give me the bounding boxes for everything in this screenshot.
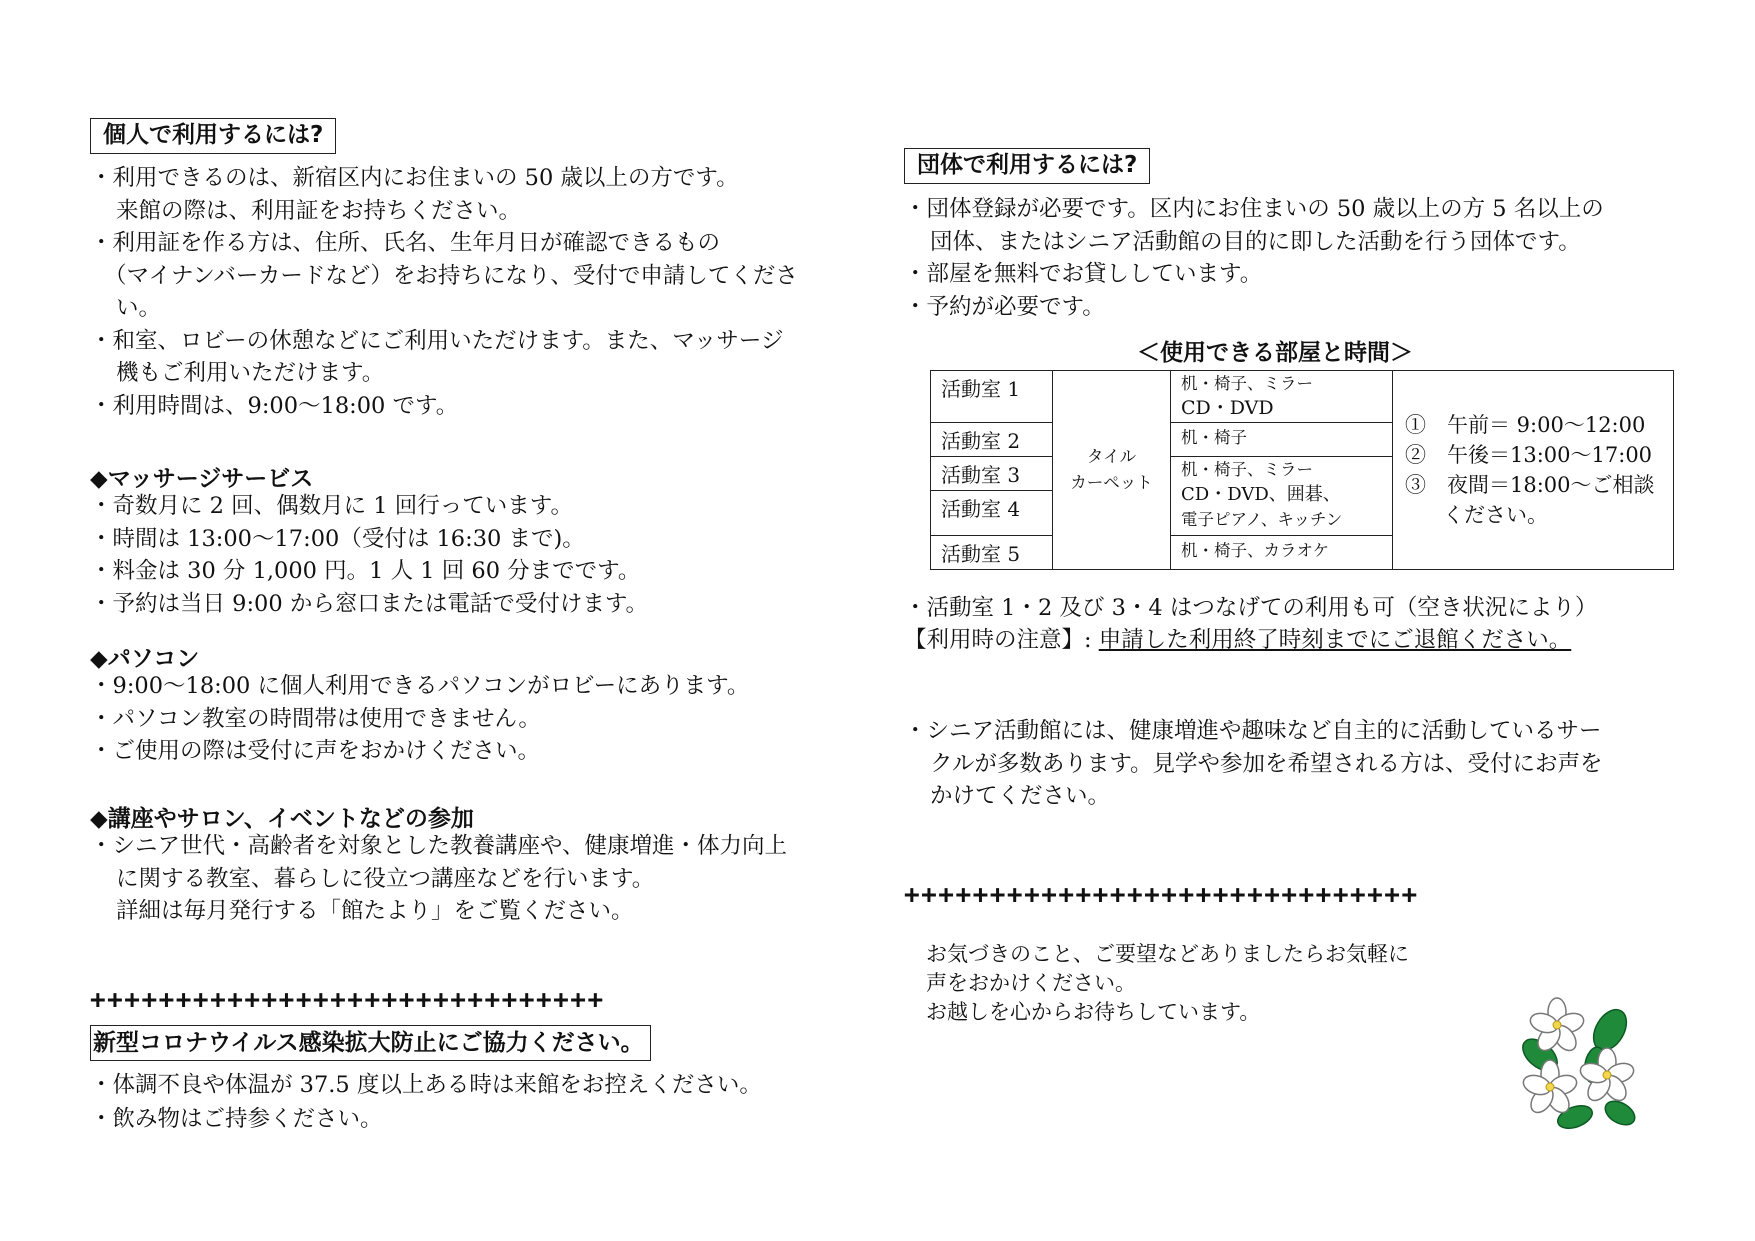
list-item: ・利用証を作る方は、住所、氏名、生年月日が確認できるもの （マイナンバーカードなど）をお持ちになり、受付で申請してくださ い。 <box>90 230 798 321</box>
connect-note: ・活動室 1・2 及び 3・4 はつなげての利用も可（空き状況により） <box>904 595 1598 621</box>
courses-list <box>90 830 787 928</box>
list-item: ・ご使用の際は受付に声をおかけください。 <box>90 738 541 764</box>
list-item: ・利用できるのは、新宿区内にお住まいの 50 歳以上の方です。 来館の際は、利用証をお持ちください。 <box>90 165 739 224</box>
list-item: ・飲み物はご持参ください。 <box>90 1106 383 1132</box>
list-item: ・利用時間は、9:00～18:00 です。 <box>90 392 459 419</box>
caution-text: 申請した利用終了時刻までにご退館ください。 <box>1098 627 1572 653</box>
list-item: ・9:00～18:00 に個人利用できるパソコンがロビーにあります。 <box>90 673 750 699</box>
list-item: ・パソコン教室の時間帯は使用できません。 <box>90 705 541 732</box>
equipment-cell: 机・椅子、ミラー CD・DVD、囲碁、 電子ピアノ、キッチン <box>1171 457 1393 536</box>
list-item: ・和室、ロビーの休憩などにご利用いただけます。また、マッサージ 機もご利用いただけます。 <box>90 327 784 386</box>
separator-plus-line: ++++++++++++++++++++++++++++++ <box>904 880 1419 910</box>
room-cell: 活動室 1 <box>931 371 1053 423</box>
room-cell: 活動室 2 <box>931 423 1053 457</box>
personal-use-title: 個人で利用するには? <box>90 118 336 154</box>
massage-list <box>90 490 648 620</box>
pc-heading: ◆パソコン <box>90 646 200 672</box>
equipment-cell: 机・椅子 <box>1171 423 1393 457</box>
corona-title: 新型コロナウイルス感染拡大防止にご協力ください。 <box>90 1025 651 1061</box>
courses-heading: ◆講座やサロン、イベントなどの参加 <box>90 806 474 832</box>
list-item: ・時間は 13:00～17:00（受付は 16:30 まで)。 <box>90 525 585 552</box>
room-table-title: ＜使用できる部屋と時間＞ <box>1137 340 1413 366</box>
list-item: ・料金は 30 分 1,000 円。1 人 1 回 60 分までです。 <box>90 558 641 584</box>
list-item: ・シニア世代・高齢者を対象とした教養講座や、健康増進・体力向上 に関する教室、暮らしに役立つ講座などを行います。 詳細は毎月発行する「館たより」をご覧ください。 <box>90 833 788 924</box>
massage-heading: ◆マッサージサービス <box>90 466 314 492</box>
list-item: ・団体登録が必要です。区内にお住まいの 50 歳以上の方 5 名以上の 団体、またはシニア活動館の目的に即した活動を行う団体です。 <box>904 196 1604 255</box>
corona-list <box>90 1068 762 1136</box>
circle-note: ・シニア活動館には、健康増進や趣味など自主的に活動しているサー クルが多数あります。見学や参加を希望される方は、受付にお声を かけてください。 <box>904 718 1603 809</box>
floor-cell: タイル カーペット <box>1053 371 1171 570</box>
room-table <box>930 370 1674 570</box>
list-item: ・奇数月に 2 回、偶数月に 1 回行っています。 <box>90 493 573 519</box>
personal-use-list <box>90 162 798 422</box>
separator-plus-line: ++++++++++++++++++++++++++++++ <box>90 985 605 1015</box>
flower-illustration-icon <box>1515 995 1655 1135</box>
list-item: ・体調不良や体温が 37.5 度以上ある時は来館をお控えください。 <box>90 1072 762 1098</box>
room-cell: 活動室 4 <box>931 491 1053 536</box>
closing-message: お気づきのこと、ご要望などありましたらお気軽に 声をおかけください。 お越しを心からお待ちしています。 <box>926 942 1409 1024</box>
group-use-title: 団体で利用するには? <box>904 148 1150 184</box>
pc-list <box>90 670 749 768</box>
caution-label: 【利用時の注意】: <box>904 627 1099 653</box>
list-item: ・予約は当日 9:00 から窓口または電話で受付けます。 <box>90 590 649 617</box>
hours-cell: ① 午前＝ 9:00～12:00 ② 午後＝13:00～17:00 ③ 夜間＝18:00～ご相談 ください。 <box>1393 371 1674 570</box>
room-cell: 活動室 3 <box>931 457 1053 491</box>
list-item: ・部屋を無料でお貸ししています。 <box>904 261 1263 287</box>
caution-line <box>904 622 1571 654</box>
equipment-cell: 机・椅子、ミラー CD・DVD <box>1171 371 1393 423</box>
group-use-list <box>904 193 1604 323</box>
list-item: ・予約が必要です。 <box>904 293 1105 320</box>
room-cell: 活動室 5 <box>931 536 1053 570</box>
equipment-cell: 机・椅子、カラオケ <box>1171 536 1393 570</box>
